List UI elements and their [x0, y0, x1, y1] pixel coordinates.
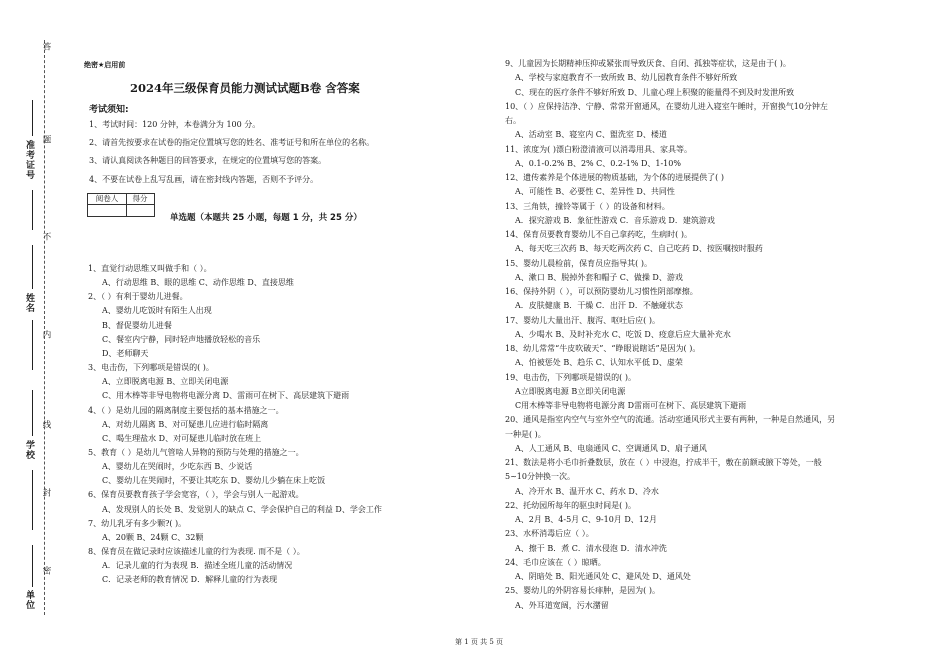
question-line: A、婴幼儿吃饭时有陌生人出现	[102, 306, 212, 316]
question-line: 16、保持外阴（ ），可以预防婴幼儿习惯性阴部摩擦。	[505, 287, 698, 296]
seal-line	[44, 40, 45, 615]
name-label: 姓名	[24, 293, 34, 313]
question-line: 18、幼儿常常“牛皮吹破天”、“睁眼说瞎话”是因为( )。	[505, 344, 701, 353]
question-line: A、阴暗处 B、阳光通风处 C、避风处 D、通风处	[515, 572, 691, 581]
question-line: 6、保育员要教育孩子学会宽容，（ ），学会与别人一起游戏。	[88, 490, 304, 500]
name-blank	[32, 245, 33, 289]
question-line: 3、电击伤，下列哪项是错误的( )。	[88, 363, 214, 373]
score-cell: 得分	[132, 194, 148, 203]
school-blank	[32, 390, 33, 436]
question-line: A．探究游戏 B．象征性游戏 C．音乐游戏 D．建筑游戏	[515, 215, 715, 225]
question-line: A、每天吃三次药 B、每天吃两次药 C、自己吃药 D、按医嘱按时服药	[515, 244, 763, 254]
question-line: A、外耳道宽阔，污水潴留	[515, 600, 609, 610]
question-line: 1、直觉行动思维又叫做手和（ ）。	[88, 264, 212, 273]
score-box-divider	[126, 194, 127, 216]
reviewer-cell: 阅卷人	[95, 194, 119, 203]
question-line: B、督促婴幼儿进餐	[102, 320, 172, 330]
notes-heading: 考试须知:	[89, 105, 129, 115]
question-line: A、行动思维 B、眼的思维 C、动作思维 D、直接思维	[102, 278, 294, 288]
question-line: A、人工通风 B、电扇通风 C、空调通风 D、扇子通风	[515, 443, 707, 453]
question-line: 25、婴幼儿的外阴容易长痱肿，是因为( )。	[505, 586, 660, 596]
question-line: 14、保育员要教育婴幼儿不自己拿药吃，生病时( )。	[505, 230, 692, 239]
question-line: 2、（ ）有利于婴幼儿进餐。	[88, 292, 188, 302]
seal-char: 内	[41, 330, 51, 340]
question-line: A、2月 B、4-5月 C、9-10月 D、12月	[515, 515, 657, 524]
question-line: A、漱口 B、脱掉外套和帽子 C、做操 D、游戏	[515, 272, 683, 282]
question-line: 19、电击伤，下列哪项是错误的( )。	[505, 372, 636, 382]
question-line: 17、婴幼儿大量出汗、腹泻、呕吐后应( )。	[505, 315, 660, 325]
question-line: A、发现别人的长处 B、发觉别人的缺点 C、学会保护自己的利益 D、学会工作	[102, 504, 382, 514]
question-line: 12、遗传素养是个体进展的物质基础，为个体的进展提供了( )	[505, 173, 724, 182]
question-line: C、现在的医疗条件不够好所致 D、儿童心理上积聚的能量得不到及时发泄所致	[515, 87, 795, 97]
school-blank	[32, 470, 33, 530]
question-line: 11、浓度为( )漂白粉澄清液可以消毒用具、家具等。	[505, 144, 692, 154]
seal-char: 不	[41, 232, 51, 242]
question-line: A、冷开水 B、温开水 C、药水 D、冷水	[515, 486, 659, 496]
question-line: C用木棒等非导电物将电源分离 D雷雨可在树下、高层建筑下避雨	[515, 401, 747, 410]
question-line: C、用木棒等非导电物将电源分离 D、雷雨可在树下、高层建筑下避雨	[102, 391, 350, 401]
question-line: C、餐室内宁静，同时轻声地播放轻松的音乐	[102, 334, 261, 344]
question-line: C．记录老师的教育情况 D．解释儿童的行为表现	[102, 575, 278, 585]
unit-blank	[32, 545, 33, 587]
question-line: 23、水杯消毒后应（ ）。	[505, 529, 594, 539]
note-item: 4、不要在试卷上乱写乱画，请在密封线内答题，否则不予评分。	[89, 175, 319, 184]
question-line: D、老师聊天	[102, 348, 149, 358]
question-line: 8、保育员在做记录时应该描述儿童的行为表现. 而不是（ ）。	[88, 547, 305, 556]
exam-no-label: 准考证号	[24, 140, 34, 180]
question-line: 5、教育（ ）是幼儿气管啥人异物的预防与处理的措施之一。	[88, 447, 304, 457]
score-box-divider	[88, 204, 154, 205]
note-item: 1、考试时间：120 分钟，本卷满分为 100 分。	[89, 120, 261, 129]
question-line: 15、婴幼儿晨检前，保育员应指导其( )。	[505, 258, 652, 268]
question-line: 9、儿童因为长期精神压抑或紧张而导致厌食、自闭、孤独等症状，这是由于( )。	[505, 59, 791, 68]
seal-char: 线	[41, 420, 51, 430]
question-line: 7、幼儿乳牙有多少颗?( )。	[88, 518, 187, 528]
question-line: 13、三角铁，撞铃等属于（ ）的设备和材料。	[505, 201, 670, 211]
score-box	[87, 193, 155, 217]
question-line: 20、通风是指室内空气与室外空气的流通。活动室通风形式主要有两种，一种是自然通风，另	[505, 415, 836, 425]
question-line: A．皮肤健康 B．干燥 C．出汗 D．不触碰状态	[515, 301, 683, 311]
question-line: A．记录儿童的行为表现 B．描述全班儿童的活动情况	[102, 561, 293, 571]
page-title: 2024年三级保育员能力测试试题B卷 含答案	[130, 81, 360, 95]
question-line: A立即脱离电源 B立即关闭电源	[515, 386, 626, 396]
question-line: A、0.1-0.2% B、2% C、0.2-1% D、1-10%	[515, 158, 681, 168]
question-line: 一种是( )。	[505, 429, 546, 439]
exam-no-blank	[32, 100, 33, 136]
section-title: 单选题（本题共 25 小题，每题 1 分，共 25 分）	[170, 213, 362, 223]
question-line: A、擦干 B．煮 C．清水侵泡 D．清水冲洗	[515, 543, 667, 553]
question-line: C、喝生理盐水 D、对可疑患儿临时放在班上	[102, 433, 262, 443]
question-line: 10、（ ）应保持洁净、宁静、常常开窗通风，在婴幼儿进入寝室午睡时，开窗换气10分钟左	[505, 101, 828, 111]
unit-label: 单位	[24, 590, 34, 610]
seal-char: 答	[41, 42, 51, 52]
seal-char: 题	[41, 135, 51, 145]
question-line: A、20颗 B、24颗 C、32颗	[102, 532, 204, 542]
question-line: 22、托幼园所每年的驱虫时间是( )。	[505, 500, 636, 510]
question-line: 右。	[505, 116, 521, 125]
question-line: 21、数法是将小毛巾折叠数层，放在（ ）中浸泡，拧成半干，敷在前额或腋下等处，一般	[505, 458, 822, 467]
question-line: A、对幼儿隔离 B、对可疑患儿应进行临时隔离	[102, 419, 269, 429]
question-line: A、婴幼儿在哭闹时，少吃东西 B、少说话	[102, 462, 253, 472]
seal-char: 密	[41, 566, 51, 576]
question-line: A、活动室 B、寝室内 C、盥洗室 D、楼道	[515, 130, 667, 140]
question-line: 4、（ ）是幼儿园的隔离制度主要包括的基本措施之一。	[88, 405, 284, 415]
exam-no-blank	[32, 190, 33, 230]
question-line: A、可能性 B、必要性 C、差异性 D、共同性	[515, 187, 675, 197]
question-line: A、立即脱离电源 B、立即关闭电源	[102, 377, 229, 387]
seal-char: 封	[41, 488, 51, 498]
question-line: 24、毛巾应该在（ ）晾晒。	[505, 557, 606, 567]
note-item: 3、请认真阅读各种题目的回答要求，在规定的位置填写您的答案。	[89, 156, 327, 165]
question-line: A、学校与家庭教育不一致所致 B、幼儿园教育条件不够好所致	[515, 73, 738, 83]
note-item: 2、请首先按要求在试卷的指定位置填写您的姓名、准考证号和所在单位的名称。	[89, 138, 375, 147]
question-line: 5~10分钟换一次。	[505, 472, 575, 482]
school-label: 学校	[24, 440, 34, 460]
question-line: A、怕被惩处 B、趋乐 C、认知水平低 D、虚荣	[515, 358, 683, 368]
name-blank	[32, 320, 33, 370]
question-line: A、少喝水 B、及时补充水 C、吃饭 D、疫意后应大量补充水	[515, 329, 731, 339]
question-line: C、婴幼儿在哭闹时，不要让其吃东 D、婴幼儿少躺在床上吃饭	[102, 476, 326, 486]
page-footer: 第 1 页 共 5 页	[455, 638, 504, 646]
secret-mark: 绝密★启用前	[84, 61, 126, 69]
